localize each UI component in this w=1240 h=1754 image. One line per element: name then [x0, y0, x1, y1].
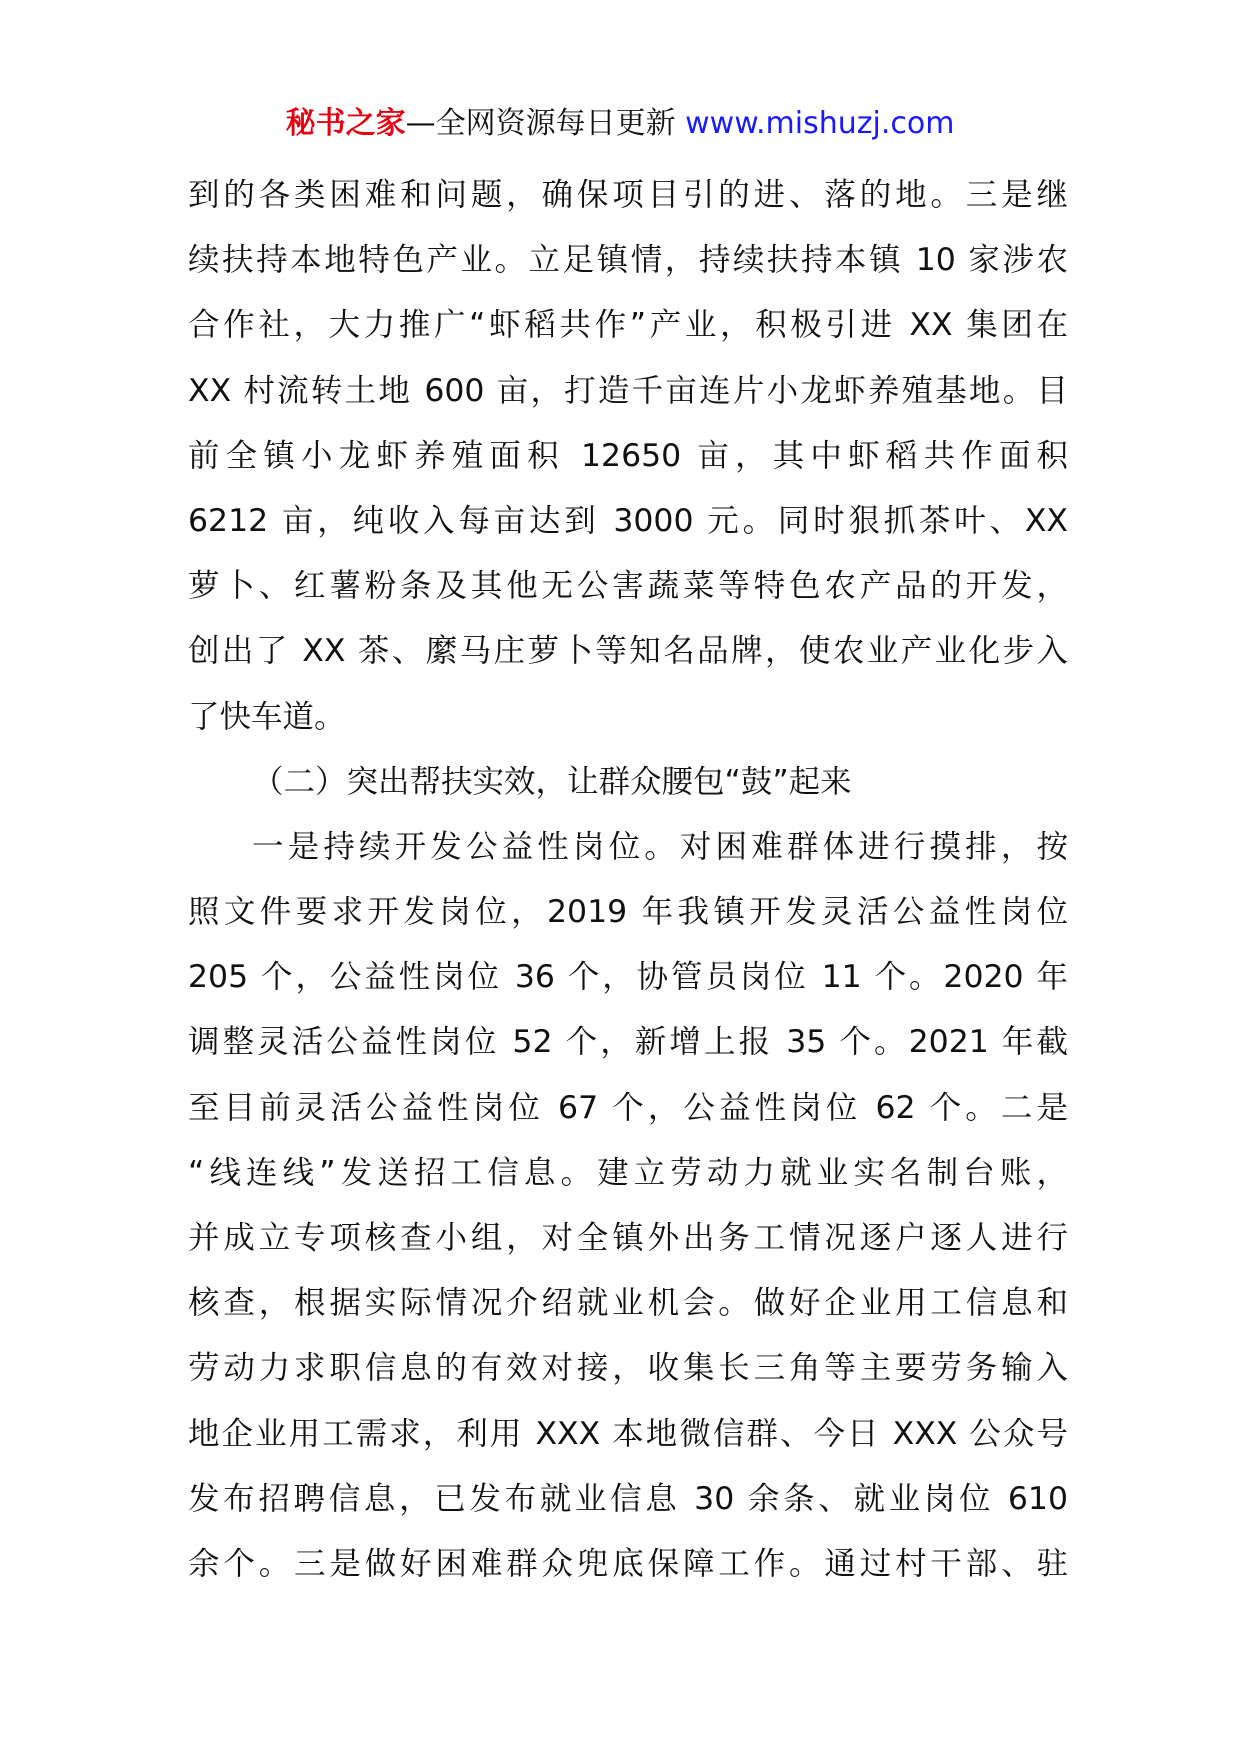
header-tagline: —全网资源每日更新 [405, 106, 676, 141]
paragraph [188, 163, 1068, 750]
text-line: 205 个，公益性岗位 36 个，协管员岗位 11 个。2020 年 [188, 959, 1068, 996]
text-line: 至目前灵活公益性岗位 67 个，公益性岗位 62 个。二是 [188, 1089, 1068, 1126]
text-line: 创出了 XX 茶、縻马庄萝卜等知名品牌，使农业产业化步入 [188, 633, 1068, 670]
text-line: 余个。三是做好困难群众兜底保障工作。通过村干部、驻 [188, 1545, 1068, 1582]
text-line: 前全镇小龙虾养殖面积 12650 亩，其中虾稻共作面积 [188, 437, 1068, 474]
brand-name: 秘书之家 [285, 106, 406, 141]
text-line: 到的各类困难和问题，确保项目引的进、落的地。三是继 [188, 177, 1068, 213]
text-line: 萝卜、红薯粉条及其他无公害蔬菜等特色农产品的开发， [188, 568, 1068, 605]
text-line: 6212 亩，纯收入每亩达到 3000 元。同时狠抓茶叶、XX [188, 502, 1068, 539]
document-body [188, 163, 1068, 1597]
site-url-link[interactable]: www.mishuzj.com [685, 106, 955, 141]
text-line: 劳动力求职信息的有效对接，收集长三角等主要劳务输入 [188, 1350, 1068, 1387]
paragraph [188, 815, 1068, 1597]
section-heading: （二）突出帮扶实效，让群众腰包“鼓”起来 [252, 763, 852, 800]
text-line: XX 村流转土地 600 亩，打造千亩连片小龙虾养殖基地。目 [188, 372, 1068, 409]
text-line: 发布招聘信息，已发布就业信息 30 余条、就业岗位 610 [188, 1480, 1068, 1517]
text-line: 调整灵活公益性岗位 52 个，新增上报 35 个。2021 年截 [188, 1024, 1068, 1061]
text-line: 一是持续开发公益性岗位。对困难群体进行摸排，按 [252, 828, 1068, 865]
text-line: 核查，根据实际情况介绍就业机会。做好企业用工信息和 [188, 1285, 1068, 1322]
text-line: 地企业用工需求，利用 XXX 本地微信群、今日 XXX 公众号 [188, 1415, 1068, 1452]
text-line: 了快车道。 [188, 698, 346, 735]
text-line: 合作社，大力推广“虾稻共作”产业，积极引进 XX 集团在 [188, 307, 1068, 344]
text-line: “线连线”发送招工信息。建立劳动力就业实名制台账， [188, 1154, 1068, 1191]
site-header [0, 100, 1240, 148]
text-line: 并成立专项核查小组，对全镇外出务工情况逐户逐人进行 [188, 1220, 1068, 1256]
text-line: 照文件要求开发岗位，2019 年我镇开发灵活公益性岗位 [188, 894, 1068, 931]
text-line: 续扶持本地特色产业。立足镇情，持续扶持本镇 10 家涉农 [188, 242, 1068, 279]
